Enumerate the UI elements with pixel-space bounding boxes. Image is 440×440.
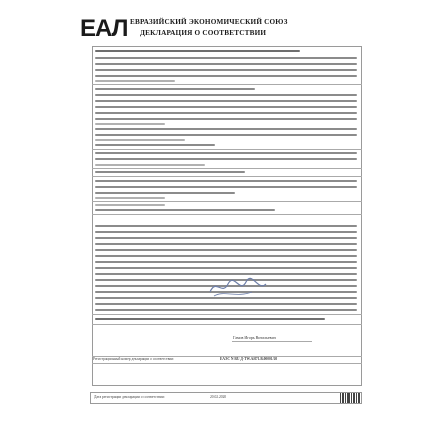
text-line bbox=[95, 249, 357, 251]
text-line bbox=[95, 139, 185, 141]
text-line bbox=[95, 112, 357, 114]
divider bbox=[92, 201, 362, 202]
divider bbox=[92, 363, 362, 364]
text-line bbox=[95, 88, 255, 90]
text-line bbox=[95, 63, 357, 65]
signatory-name: Гамов Игорь Витальевич bbox=[233, 335, 276, 340]
divider bbox=[92, 149, 362, 150]
text-line bbox=[95, 123, 165, 125]
divider bbox=[92, 84, 362, 85]
text-line bbox=[95, 152, 357, 154]
document-title: ДЕКЛАРАЦИЯ О СООТВЕТСТВИИ bbox=[140, 29, 267, 37]
text-line bbox=[95, 318, 325, 320]
text-line bbox=[95, 100, 357, 102]
barcode-icon bbox=[340, 393, 360, 403]
document-frame bbox=[92, 46, 362, 386]
divider bbox=[92, 214, 362, 215]
registration-date: 20.02.2020 bbox=[210, 395, 227, 399]
text-line bbox=[95, 118, 357, 120]
text-line bbox=[95, 255, 357, 257]
text-line bbox=[95, 180, 357, 182]
text-line bbox=[95, 303, 357, 305]
text-line bbox=[95, 209, 275, 211]
text-line bbox=[95, 94, 357, 96]
registration-label: Регистрационный номер декларации о соответствии: bbox=[93, 357, 175, 361]
union-title: ЕВРАЗИЙСКИЙ ЭКОНОМИЧЕСКИЙ СОЮЗ bbox=[130, 18, 288, 26]
text-line bbox=[95, 171, 245, 173]
text-line bbox=[95, 134, 357, 136]
divider bbox=[92, 314, 362, 315]
text-line bbox=[95, 106, 357, 108]
text-line bbox=[95, 69, 357, 71]
text-line bbox=[95, 231, 357, 233]
divider bbox=[92, 324, 362, 325]
text-line bbox=[95, 50, 300, 52]
divider bbox=[92, 176, 362, 177]
text-line bbox=[95, 243, 357, 245]
text-line bbox=[95, 57, 357, 59]
text-line bbox=[95, 192, 235, 194]
text-line bbox=[95, 75, 357, 77]
signature-line bbox=[232, 341, 312, 342]
text-line bbox=[95, 128, 357, 130]
registration-number: ЕАЭС N RU Д-TW.АЯ71.В.00001/20 bbox=[220, 357, 278, 361]
text-line bbox=[95, 225, 357, 227]
text-line bbox=[95, 197, 165, 199]
text-line bbox=[95, 261, 357, 263]
text-line bbox=[95, 80, 175, 82]
text-line bbox=[95, 309, 357, 311]
text-line bbox=[95, 237, 357, 239]
divider bbox=[92, 168, 362, 169]
text-line bbox=[95, 186, 357, 188]
date-label: Дата регистрации декларации о соответствии: bbox=[94, 395, 165, 399]
text-line bbox=[95, 158, 357, 160]
text-line bbox=[95, 164, 205, 166]
signature-stamp bbox=[206, 272, 270, 302]
text-line bbox=[95, 204, 165, 206]
text-line bbox=[95, 267, 357, 269]
text-line bbox=[95, 144, 215, 146]
eac-logo: ЕАЛ bbox=[80, 15, 128, 42]
